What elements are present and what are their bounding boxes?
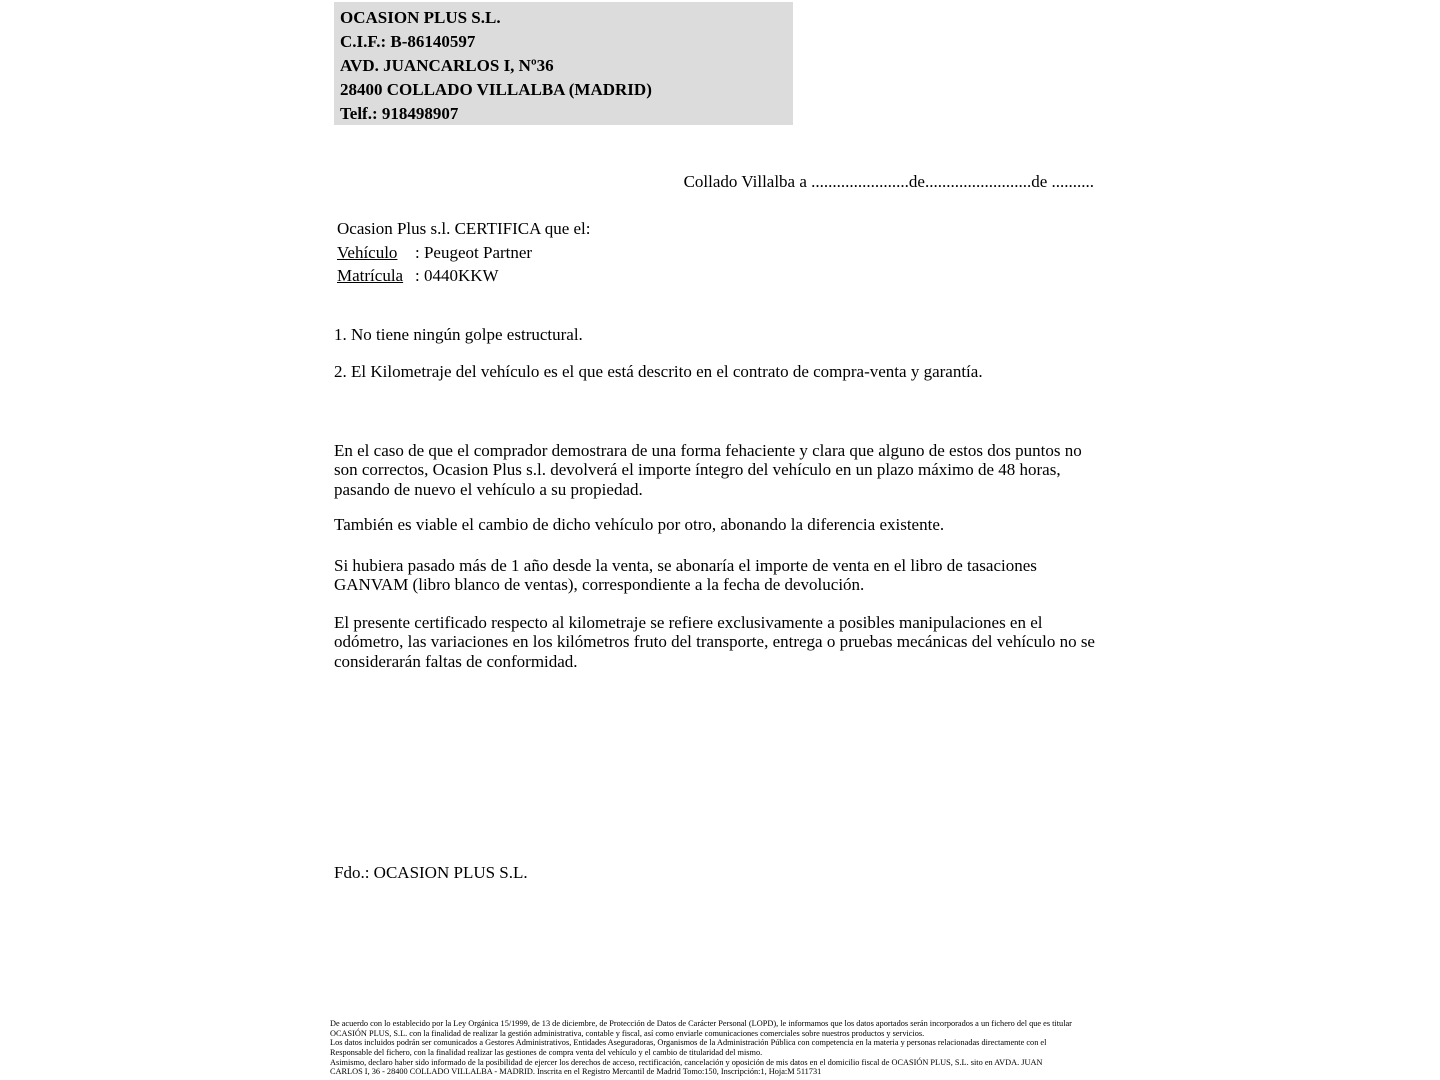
paragraph-ganvam-valuation: Si hubiera pasado más de 1 año desde la venta, se abonaría el importe de venta en el libro de tasaciones GANVAM (libro blanco de ventas), correspondiente a la fecha de devolución. [334, 556, 1037, 595]
condition-point-1: 1. No tiene ningún golpe estructural. [334, 325, 583, 344]
certificate-block [337, 217, 591, 288]
company-name: OCASION PLUS S.L. [340, 8, 501, 27]
vehicle-row [337, 241, 591, 265]
plate-row [337, 264, 591, 288]
company-phone: Telf.: 918498907 [340, 104, 459, 123]
paragraph-refund-terms: En el caso de que el comprador demostrara de una forma fehaciente y clara que alguno de estos dos puntos no son correctos, Ocasion Plus s.l. devolverá el importe íntegro del vehículo en un plazo máximo de 48 horas, pasando de nuevo el vehículo a su propiedad. [334, 441, 1082, 499]
company-address: AVD. JUANCARLOS I, Nº36 [340, 56, 554, 75]
legal-footer [330, 1019, 1120, 1077]
legal-footer-line: Los datos incluidos podrán ser comunicados a Gestores Administrativos, Entidades Aseguradoras, Organismos de la Administración Pública con competencia en la materia y personas relacionadas directamente con el [330, 1038, 1047, 1048]
legal-footer-line: Responsable del fichero, con la finalidad realizar las gestiones de compra venta del vehículo y el cambio de titularidad del mismo. [330, 1047, 763, 1057]
plate-value: : 0440KKW [415, 266, 499, 285]
company-city: 28400 COLLADO VILLALBA (MADRID) [340, 80, 652, 99]
condition-point-2: 2. El Kilometraje del vehículo es el que está descrito en el contrato de compra-venta y garantía. [334, 362, 983, 381]
date-line: Collado Villalba a .......................de.........................de .......... [683, 172, 1094, 191]
certificate-intro: Ocasion Plus s.l. CERTIFICA que el: [337, 219, 591, 238]
legal-footer-line: Asimismo, declaro haber sido informado de la posibilidad de ejercer los derechos de acceso, rectificación, cancelación y oposición de mis datos en el domicilio fiscal de OCASIÓN PLUS, S.L. sito en AVDA. JUAN [330, 1057, 1043, 1067]
legal-footer-line: OCASIÓN PLUS, S.L. con la finalidad de realizar la gestión administrativa, contable y fiscal, así como enviarle comunicaciones comerciales sobre nuestros productos y servicios. [330, 1028, 925, 1038]
paragraph-odometer-disclaimer: El presente certificado respecto al kilometraje se refiere exclusivamente a posibles manipulaciones en el odómetro, las variaciones en los kilómetros fruto del transporte, entrega o pruebas mecánicas del vehículo no se considerarán faltas de conformidad. [334, 613, 1095, 671]
company-header-block [334, 2, 793, 125]
vehicle-label: Vehículo [337, 242, 398, 262]
legal-footer-line: De acuerdo con lo establecido por la Ley Orgánica 15/1999, de 13 de diciembre, de Protección de Datos de Carácter Personal (LOPD), le informamos que los datos aportados serán incorporados a un fichero del que es titular [330, 1019, 1072, 1028]
plate-label: Matrícula [337, 266, 404, 285]
vehicle-value: : Peugeot Partner [415, 242, 533, 262]
paragraph-exchange-option: También es viable el cambio de dicho vehículo por otro, abonando la diferencia existente. [334, 515, 945, 534]
signature-line: Fdo.: OCASION PLUS S.L. [334, 863, 528, 882]
company-cif: C.I.F.: B-86140597 [340, 32, 476, 51]
legal-footer-line: CARLOS I, 36 - 28400 COLLADO VILLALBA - MADRID. Inscrita en el Registro Mercantil de Madrid Tomo:150, Inscripción:1, Hoja:M 511731 [330, 1067, 822, 1077]
